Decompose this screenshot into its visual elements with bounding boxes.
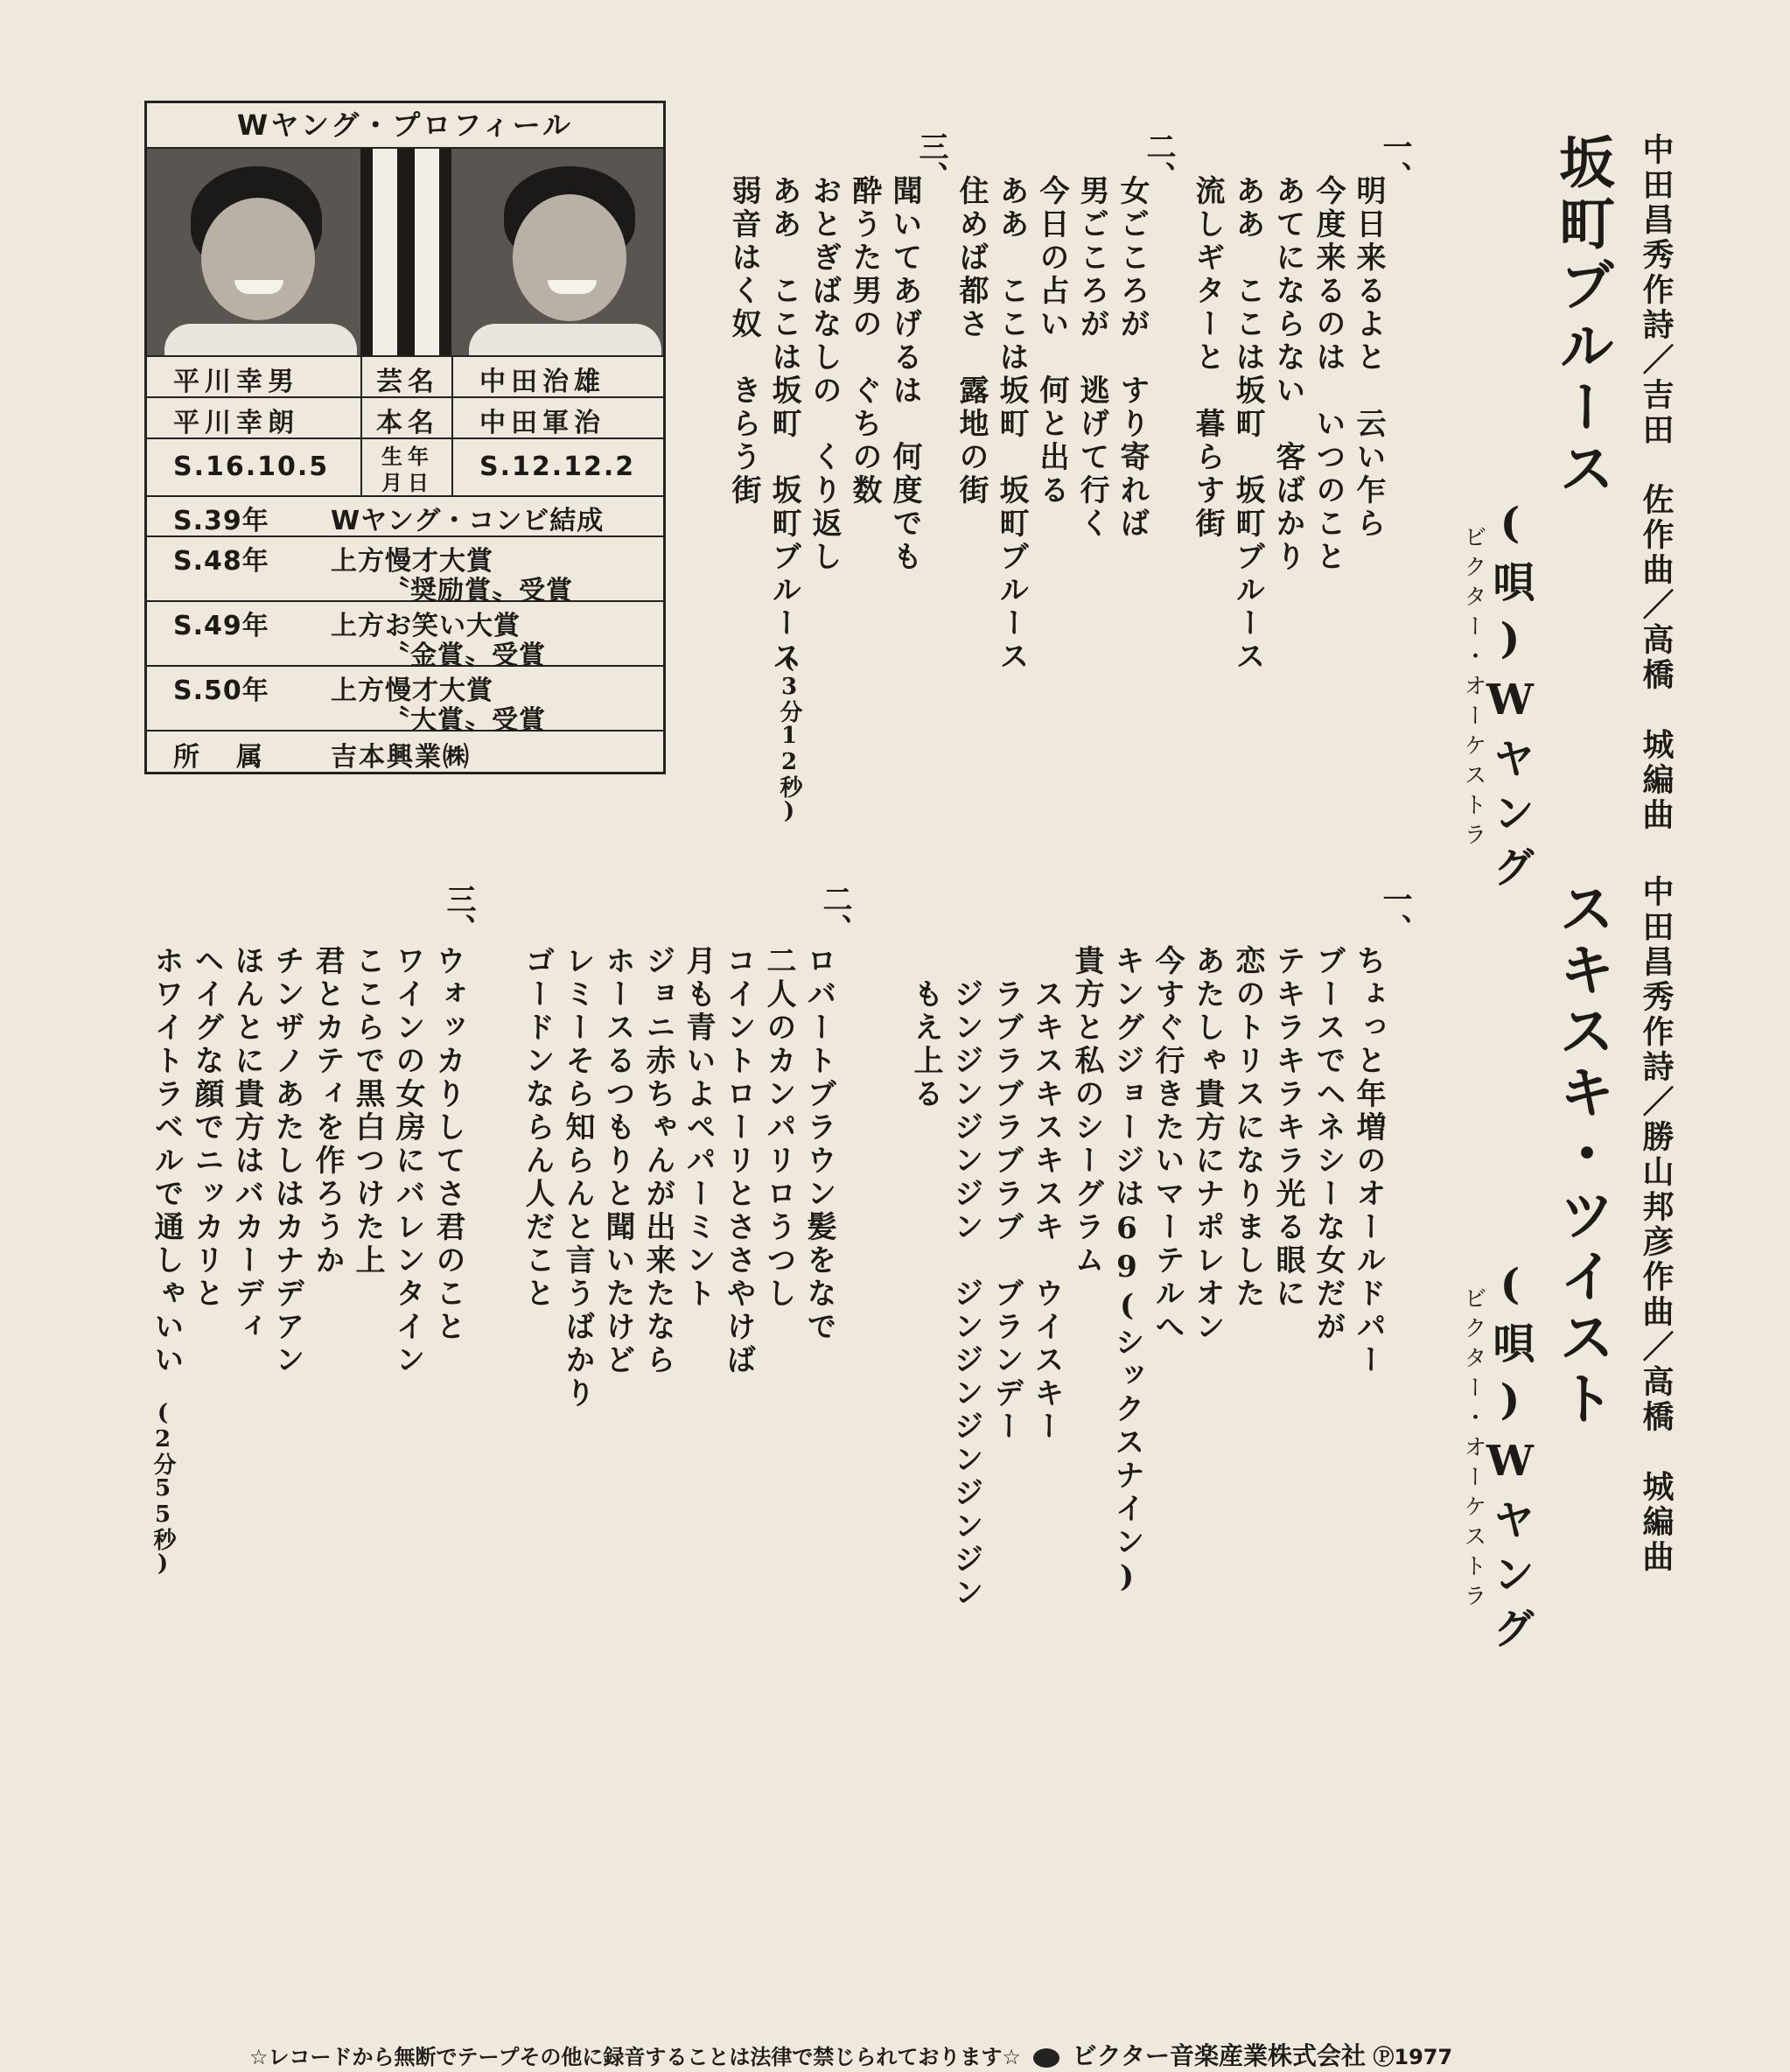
song2-verse2-line7: レミーそら知らんと言うばかり [560,945,595,1410]
history-event-1: Wヤング・コンビ結成 [331,506,605,536]
song1-verse3-line3: おとぎばなしの くり返し [807,175,842,574]
song2-verse1-line3: テキラキラキラ光る眼に [1270,945,1305,1311]
song2-verse2-line1: ロバートブラウン髪をなで [801,945,836,1344]
song1-verse2-line5: 住めば都さ 露地の街 [954,175,989,508]
song2-verse1-num: 一、 [1377,884,1412,943]
right-stage-name: 中田治雄 [479,367,605,397]
song2-verse2-line6: ホースるつもりと聞いたけど [600,945,635,1377]
label-birth-2: 月日 [381,471,434,495]
song1-verse2-line1: 女ごころが すり寄れば [1115,175,1150,541]
song1-verse1-line1: 明日来るよと 云い乍ら [1351,175,1386,541]
song2-verse2-line8: ゴードンならん人だこと [520,945,555,1311]
song1-orchestra: ビクター・オーケストラ [1460,525,1486,852]
song1-verse3-line5: 弱音はく奴 きらう街 [726,175,761,508]
profile-box [144,101,666,774]
song2-verse3-line7: ヘイグな顔でニッカリと [189,945,224,1311]
song1-verse2-line4: ああ ここは坂町 坂町ブルース [994,175,1029,674]
song1-duration: (3分12秒) [776,648,802,824]
photo-right [451,149,663,355]
song2-verse1-line9: スキスキスキスキ ウイスキー [1029,945,1064,1444]
label-stage-name: 芸名 [376,367,439,397]
song1-verse3-line4: ああ ここは坂町 坂町ブルース [766,175,801,674]
song1-title: 坂町ブルース [1549,133,1614,500]
song1-verse2-num: 二、 [1141,131,1176,191]
song1-singer: (唄)Wヤング [1486,499,1535,900]
profile-title: Wヤング・プロフィール [236,108,574,142]
song2-verse3-line3: ここらで黒白つけた上 [350,945,385,1278]
footer-copyright: Ⓟ1977 [1373,2045,1453,2069]
right-real-name: 中田軍治 [479,408,605,438]
victor-dog-logo-icon [1033,2048,1059,2068]
history-event-2: 上方慢才大賞 [331,546,493,577]
left-birth-date: S.16.10.5 [173,452,330,482]
song2-verse3-num: 三、 [441,884,476,943]
song2-verse1-line2: ブースでヘネシーな女だが [1311,945,1346,1344]
song2-orchestra: ビクター・オーケストラ [1460,1286,1486,1614]
history-year-1: S.39年 [173,506,269,536]
history-event-4b: 〝大賞〟受賞 [383,705,546,736]
song2-verse3-line4: 君とカティを作ろうか [310,945,345,1278]
photo-left [147,149,360,355]
song2-verse1-line11: ジンジンジンジン ジンジンジンジンジン [948,945,983,1610]
song1-verse1-line2: 今度来るのは いつのこと [1311,175,1346,574]
song2-verse3-line8: ホワイトラベルで通しゃいい [149,945,184,1377]
song2-verse1-line10: ラブラブラブラブ ブランデー [989,945,1024,1444]
history-year-4: S.50年 [173,676,269,706]
song2-title: スキスキ・ツイスト [1549,879,1614,1431]
song2-verse2-line3: コイントローリとささやけば [721,945,756,1377]
history-event-2b: 〝奨励賞〟受賞 [383,576,573,606]
song2-verse2-line2: 二人のカンパリロうつし [761,945,796,1311]
history-year-3: S.49年 [173,611,269,641]
song2-verse1-line8: 貴方と私のシーグラム [1069,945,1104,1278]
affiliation-value: 吉本興業㈱ [331,742,471,773]
photo-divider [360,149,451,355]
footer [249,2037,1452,2072]
song2-singer: (唄)Wヤング [1486,1260,1535,1661]
label-birth-1: 生年 [381,444,434,469]
song1-verse3-line1: 聞いてあげるは 何度でも [887,175,922,574]
left-stage-name: 平川幸男 [173,367,299,397]
song1-verse2-line3: 今日の占い 何と出る [1034,175,1069,508]
song1-verse3-line2: 酔うた男の ぐちの数 [847,175,882,508]
footer-company: ビクター音楽産業株式会社 [1072,2041,1367,2070]
song2-verse1-line12: もえ上る [908,945,943,1111]
song2-verse2-num: 二、 [817,884,852,943]
song2-verse1-line5: あたしゃ貴方にナポレオン [1190,945,1225,1344]
song1-verse1-line4: ああ ここは坂町 坂町ブルース [1230,175,1265,674]
song1-credit: 中田昌秀作詩／吉田 佐作曲／高橋 城編曲 [1638,133,1675,833]
left-real-name: 平川幸朗 [173,408,299,438]
song2-verse1-line6: 今すぐ行きたいマーテルへ [1150,945,1185,1344]
song2-verse1-line1: ちょっと年増のオールドパー [1351,945,1386,1377]
song1-verse2-line2: 男ごころが 逃げて行く [1074,175,1109,541]
song2-duration: (2分55秒) [150,1400,176,1577]
song1-verse1-line5: 流しギターと 暮らす街 [1190,175,1225,541]
song2-verse1-line4: 恋のトリスになりました [1230,945,1265,1311]
song2-credit: 中田昌秀作詩／勝山邦彦作曲／高橋 城編曲 [1638,875,1675,1575]
song2-verse2-line4: 月も青いよペパーミント [681,945,716,1311]
song2-verse3-line6: ほんとに貴方はバカーディ [229,945,264,1344]
song2-verse3-line5: チンザノあたしはカナデアン [269,945,304,1377]
history-event-3b: 〝金賞〟受賞 [383,640,546,671]
right-birth-date: S.12.12.2 [479,452,636,482]
history-event-4: 上方慢才大賞 [331,676,493,706]
song2-verse3-line2: ワインの女房にバレンタイン [390,945,425,1377]
history-event-3: 上方お笑い大賞 [331,611,521,641]
footer-notice: ☆レコードから無断でテープその他に録音することは法律で禁じられております☆ [249,2045,1021,2069]
song2-verse3-line1: ウォッカりしてさ君のこと [430,945,465,1344]
song2-verse1-line7: キングジョージは69(シックスナイン) [1109,945,1144,1598]
label-real-name: 本名 [376,408,439,438]
affiliation-label: 所 属 [173,742,268,773]
song1-verse3-num: 三、 [913,131,948,191]
song2-verse2-line5: ジョニ赤ちゃんが出来たなら [640,945,675,1377]
song1-verse1-num: 一、 [1377,131,1412,191]
history-year-2: S.48年 [173,546,269,577]
song1-verse1-line3: あてにならない 客ばかり [1270,175,1305,574]
